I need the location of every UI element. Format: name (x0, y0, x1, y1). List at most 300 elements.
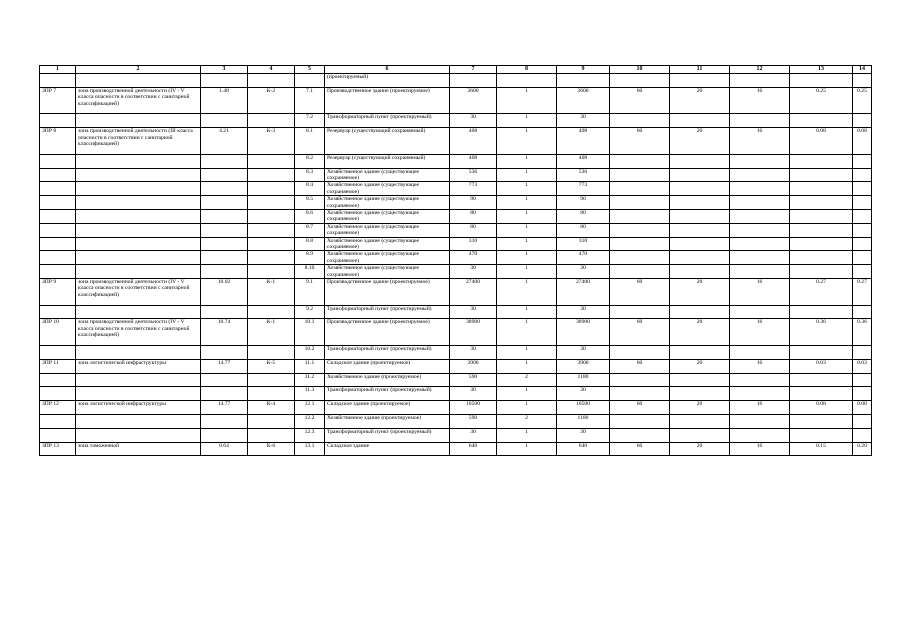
table-cell (853, 196, 872, 210)
table-cell: 30 (557, 387, 610, 401)
table-cell (670, 415, 730, 429)
table-cell (610, 305, 670, 319)
table-cell: 1 (497, 305, 557, 319)
table-cell: 1 (497, 428, 557, 442)
table-cell: Хозяйственное здание (проектируемое) (325, 373, 450, 387)
table-cell: 536 (450, 168, 497, 182)
table-cell (610, 154, 670, 168)
table-cell: 16 (730, 359, 790, 373)
table-cell: 38900 (557, 319, 610, 346)
table-cell (40, 114, 76, 128)
table-cell: 20 (670, 128, 730, 155)
table-cell (853, 154, 872, 168)
table-row (40, 74, 872, 88)
table-cell: 0.20 (853, 442, 872, 456)
table-cell (40, 196, 76, 210)
table-cell: 60 (610, 279, 670, 306)
table-cell: 1 (497, 182, 557, 196)
table-cell: 10.1 (295, 319, 325, 346)
table-row (40, 196, 872, 210)
table-cell: ЗПР 12 (40, 401, 76, 415)
table-cell: 536 (557, 168, 610, 182)
table-cell: 20 (670, 401, 730, 415)
table-cell: 16 (730, 401, 790, 415)
table-cell (670, 237, 730, 251)
table-cell: Хозяйственное здание (существующее сохраняемое) (325, 237, 450, 251)
table-cell: 14.77 (201, 359, 248, 373)
table-cell: 10.2 (295, 346, 325, 360)
table-cell: 1 (497, 401, 557, 415)
table-cell: Трансформаторный пункт (проектируемый) (325, 346, 450, 360)
table-cell (201, 373, 248, 387)
table-cell: Трансформаторный пункт (проектируемый) (325, 428, 450, 442)
table-cell: 11.2 (295, 373, 325, 387)
table-cell (670, 196, 730, 210)
table-cell: 80 (557, 210, 610, 224)
table-cell: 1 (497, 319, 557, 346)
table-cell: 9.1 (295, 279, 325, 306)
table-cell (248, 415, 295, 429)
table-cell (790, 210, 853, 224)
table-cell: 30 (557, 346, 610, 360)
table-cell (201, 182, 248, 196)
table-cell: 1 (497, 196, 557, 210)
table-cell (853, 346, 872, 360)
table-cell (40, 387, 76, 401)
header-cell: 5 (295, 66, 325, 74)
table-cell: 2 (497, 415, 557, 429)
table-cell: 60 (610, 128, 670, 155)
table-cell: 30 (450, 428, 497, 442)
table-cell (730, 265, 790, 279)
table-cell: Производственное здание (проектируемое) (325, 279, 450, 306)
table-cell (76, 210, 201, 224)
table-cell (201, 223, 248, 237)
table-cell: 1 (497, 168, 557, 182)
table-cell: 30 (450, 346, 497, 360)
header-cell: 11 (670, 66, 730, 74)
table-cell: зона производственной деятельности (IV - V класса опасности в соответствии с санитарной классификацией) (76, 87, 201, 114)
table-cell: 470 (557, 251, 610, 265)
table-cell: Хозяйственное здание (существующее сохраняемое) (325, 265, 450, 279)
table-cell (40, 210, 76, 224)
table-cell: 1.48 (201, 87, 248, 114)
header-cell: 4 (248, 66, 295, 74)
table-row (40, 401, 872, 415)
table-cell (201, 428, 248, 442)
table-cell: 20 (670, 87, 730, 114)
table-cell (40, 428, 76, 442)
table-cell: 30 (450, 114, 497, 128)
table-cell (610, 237, 670, 251)
header-cell: 1 (40, 66, 76, 74)
table-row (40, 359, 872, 373)
table-cell (730, 346, 790, 360)
table-cell: 408 (450, 154, 497, 168)
table-cell: 20 (670, 319, 730, 346)
table-cell (201, 114, 248, 128)
table-cell (853, 168, 872, 182)
table-cell: Складское здание (проектируемое) (325, 359, 450, 373)
table-cell (670, 387, 730, 401)
table-cell (248, 223, 295, 237)
table-cell: 16 (730, 279, 790, 306)
table-cell: 310 (557, 237, 610, 251)
table-cell: К-1 (248, 319, 295, 346)
table-row (40, 346, 872, 360)
table-cell (670, 305, 730, 319)
table-cell (248, 428, 295, 442)
header-cell: 9 (557, 66, 610, 74)
table-cell (248, 114, 295, 128)
table-cell: К-6 (248, 442, 295, 456)
table-cell (201, 74, 248, 88)
table-cell: 12.2 (295, 415, 325, 429)
table-cell (853, 223, 872, 237)
table-cell (201, 346, 248, 360)
table-cell: зона таможенной (76, 442, 201, 456)
table-cell: 1 (497, 279, 557, 306)
table-cell (40, 415, 76, 429)
table-cell: 0.36 (853, 319, 872, 346)
table-cell: 590 (450, 415, 497, 429)
table-cell (730, 210, 790, 224)
table-cell (248, 251, 295, 265)
table-cell: 7.1 (295, 87, 325, 114)
table-cell (610, 251, 670, 265)
table-cell (730, 305, 790, 319)
table-cell: 0.36 (790, 319, 853, 346)
table-cell (670, 74, 730, 88)
table-cell: зона логистической инфраструктуры (76, 401, 201, 415)
header-cell: 12 (730, 66, 790, 74)
document-page (39, 65, 871, 456)
table-cell (853, 251, 872, 265)
table-cell (790, 415, 853, 429)
table-row (40, 237, 872, 251)
table-cell: 60 (610, 359, 670, 373)
table-cell: 8.9 (295, 251, 325, 265)
table-cell (76, 182, 201, 196)
table-cell: 3900 (450, 359, 497, 373)
table-cell (248, 168, 295, 182)
table-cell: 8.4 (295, 182, 325, 196)
table-cell (76, 168, 201, 182)
table-cell: 640 (450, 442, 497, 456)
table-cell: Хозяйственное здание (существующее сохраняемое) (325, 182, 450, 196)
table-cell (610, 223, 670, 237)
table-cell: 16 (730, 442, 790, 456)
table-cell: 16 (730, 128, 790, 155)
table-cell: 27400 (557, 279, 610, 306)
table-cell: Хозяйственное здание (проектируемое) (325, 415, 450, 429)
table-cell: 1 (497, 114, 557, 128)
table-cell: Хозяйственное здание (существующее сохраняемое) (325, 210, 450, 224)
table-cell (853, 114, 872, 128)
table-cell (790, 265, 853, 279)
table-cell: 408 (450, 128, 497, 155)
table-cell: К-1 (248, 279, 295, 306)
table-cell: 310 (450, 237, 497, 251)
table-cell: 90 (450, 196, 497, 210)
table-cell: Трансформаторный пункт (проектируемый) (325, 387, 450, 401)
table-cell (248, 154, 295, 168)
table-cell: 0.08 (790, 128, 853, 155)
table-cell: 773 (557, 182, 610, 196)
table-cell (853, 305, 872, 319)
header-cell: 6 (325, 66, 450, 74)
table-row (40, 319, 872, 346)
table-cell (40, 154, 76, 168)
table-cell: 640 (557, 442, 610, 456)
table-cell (670, 251, 730, 265)
table-cell: 14.77 (201, 401, 248, 415)
table-cell: 1 (497, 265, 557, 279)
table-cell (248, 74, 295, 88)
table-cell (670, 223, 730, 237)
table-cell (853, 237, 872, 251)
table-cell: зона логистической инфраструктуры (76, 359, 201, 373)
table-cell: 0.03 (853, 359, 872, 373)
table-cell (853, 428, 872, 442)
table-cell (40, 346, 76, 360)
table-cell: 1 (497, 251, 557, 265)
table-cell (730, 251, 790, 265)
table-cell (610, 346, 670, 360)
table-cell: Хозяйственное здание (существующее сохраняемое) (325, 196, 450, 210)
table-cell (670, 168, 730, 182)
table-cell (853, 387, 872, 401)
table-cell (76, 428, 201, 442)
table-cell: 30 (450, 265, 497, 279)
table-cell (40, 223, 76, 237)
table-cell: 8.8 (295, 237, 325, 251)
table-cell: 16 (730, 319, 790, 346)
table-row (40, 87, 872, 114)
table-cell (853, 182, 872, 196)
table-cell (248, 387, 295, 401)
table-cell (610, 373, 670, 387)
table-cell (76, 237, 201, 251)
table-cell: 60 (610, 401, 670, 415)
table-cell (40, 251, 76, 265)
table-cell: 1 (497, 442, 557, 456)
table-cell: Производственное здание (проектируемое) (325, 319, 450, 346)
table-cell (295, 74, 325, 88)
table-cell (730, 415, 790, 429)
table-cell: 12.3 (295, 428, 325, 442)
table-cell: 1 (497, 237, 557, 251)
table-cell (76, 251, 201, 265)
table-cell (790, 74, 853, 88)
table-cell: 8.10 (295, 265, 325, 279)
table-cell (790, 305, 853, 319)
table-row (40, 265, 872, 279)
table-cell: 16 (730, 87, 790, 114)
table-cell (248, 237, 295, 251)
table-cell (790, 251, 853, 265)
table-cell (730, 154, 790, 168)
table-cell (790, 346, 853, 360)
table-cell (201, 415, 248, 429)
table-row (40, 251, 872, 265)
table-cell (853, 210, 872, 224)
table-cell: зона производственной деятельности (III класса опасности в соответствии с санитарной классификацией) (76, 128, 201, 155)
table-row (40, 128, 872, 155)
table-cell: 0.25 (790, 87, 853, 114)
table-row (40, 428, 872, 442)
table-cell (670, 346, 730, 360)
table-cell: 20 (670, 359, 730, 373)
table-cell (201, 387, 248, 401)
table-row (40, 373, 872, 387)
table-cell: ЗПР 8 (40, 128, 76, 155)
table-row (40, 387, 872, 401)
table-cell (201, 237, 248, 251)
table-cell: 773 (450, 182, 497, 196)
table-cell (610, 168, 670, 182)
table-cell (248, 305, 295, 319)
table-cell (790, 223, 853, 237)
table-cell: 0.03 (790, 359, 853, 373)
table-cell: 60 (610, 442, 670, 456)
table-cell (450, 74, 497, 88)
table-cell (610, 210, 670, 224)
table-cell (790, 387, 853, 401)
table-cell: Складское здание (325, 442, 450, 456)
table-cell: 0.64 (201, 442, 248, 456)
table-cell: 27400 (450, 279, 497, 306)
table-cell (76, 305, 201, 319)
table-cell (790, 182, 853, 196)
table-cell (201, 265, 248, 279)
table-row (40, 182, 872, 196)
table-cell: 7.2 (295, 114, 325, 128)
table-cell (610, 74, 670, 88)
table-cell: 1 (497, 210, 557, 224)
table-cell: 38900 (450, 319, 497, 346)
table-cell (730, 196, 790, 210)
table-cell: 408 (557, 128, 610, 155)
table-cell: ЗПР 10 (40, 319, 76, 346)
table-cell: 1180 (557, 415, 610, 429)
table-cell: К-5 (248, 359, 295, 373)
header-cell: 10 (610, 66, 670, 74)
table-cell: 0.08 (790, 401, 853, 415)
table-cell (730, 182, 790, 196)
table-cell: К-3 (248, 128, 295, 155)
table-cell: Хозяйственное здание (существующее сохраняемое) (325, 251, 450, 265)
header-cell: 7 (450, 66, 497, 74)
table-cell: 8.6 (295, 210, 325, 224)
table-cell (790, 154, 853, 168)
table-cell: Хозяйственное здание (существующее сохраняемое) (325, 223, 450, 237)
table-cell: 13.1 (295, 442, 325, 456)
table-cell (853, 415, 872, 429)
table-cell: Резервуар (существующий сохраняемый) (325, 154, 450, 168)
table-cell (76, 265, 201, 279)
table-cell (40, 168, 76, 182)
table-cell: Резервуар (существующий сохраняемый) (325, 128, 450, 155)
table-cell (670, 373, 730, 387)
table-cell (76, 223, 201, 237)
table-cell: 90 (557, 196, 610, 210)
table-cell (248, 182, 295, 196)
header-cell: 2 (76, 66, 201, 74)
table-cell: 1 (497, 387, 557, 401)
header-cell: 13 (790, 66, 853, 74)
table-cell (248, 196, 295, 210)
table-cell: 3600 (450, 87, 497, 114)
table-cell (201, 154, 248, 168)
table-cell: зона производственной деятельности (IV - V класса опасности в соответствии с санитарной классификацией) (76, 319, 201, 346)
table-cell (610, 182, 670, 196)
table-cell (557, 74, 610, 88)
table-cell (853, 265, 872, 279)
header-cell: 8 (497, 66, 557, 74)
table-cell: 10500 (450, 401, 497, 415)
table-cell: К-4 (248, 401, 295, 415)
table-cell: Трансформаторный пункт (проектируемый) (325, 114, 450, 128)
table-cell: 1 (497, 87, 557, 114)
table-cell (40, 182, 76, 196)
table-cell: 80 (557, 223, 610, 237)
table-cell (248, 346, 295, 360)
table-cell (40, 265, 76, 279)
table-cell: 0.08 (853, 128, 872, 155)
header-cell: 3 (201, 66, 248, 74)
table-cell (248, 265, 295, 279)
table-cell (76, 74, 201, 88)
table-cell (730, 74, 790, 88)
table-cell (201, 168, 248, 182)
table-cell (201, 305, 248, 319)
table-cell: 0.27 (853, 279, 872, 306)
header-row (40, 66, 872, 74)
table-row (40, 305, 872, 319)
table-cell: 8.1 (295, 128, 325, 155)
table-cell (670, 210, 730, 224)
table-cell (670, 428, 730, 442)
table-cell: зона производственной деятельности (IV - V класса опасности в соответствии с санитарной классификацией) (76, 279, 201, 306)
table-cell: 0.25 (853, 87, 872, 114)
table-cell (610, 415, 670, 429)
table-cell (248, 210, 295, 224)
table-cell: 60 (610, 319, 670, 346)
table-cell (853, 74, 872, 88)
table-cell: 0.15 (790, 442, 853, 456)
table-cell (853, 373, 872, 387)
table-cell: 10500 (557, 401, 610, 415)
table-row (40, 415, 872, 429)
table-cell: 30 (450, 387, 497, 401)
table-cell (40, 74, 76, 88)
table-cell (76, 114, 201, 128)
table-cell: 10.74 (201, 319, 248, 346)
table-row (40, 154, 872, 168)
table-cell (76, 196, 201, 210)
table-cell (201, 210, 248, 224)
table-cell: 30 (450, 305, 497, 319)
table-cell (670, 114, 730, 128)
table-cell (730, 223, 790, 237)
table-cell (790, 196, 853, 210)
table-cell (790, 168, 853, 182)
table-cell (610, 387, 670, 401)
table-cell: 8.2 (295, 154, 325, 168)
table-cell: 0.08 (853, 401, 872, 415)
table-cell (790, 428, 853, 442)
